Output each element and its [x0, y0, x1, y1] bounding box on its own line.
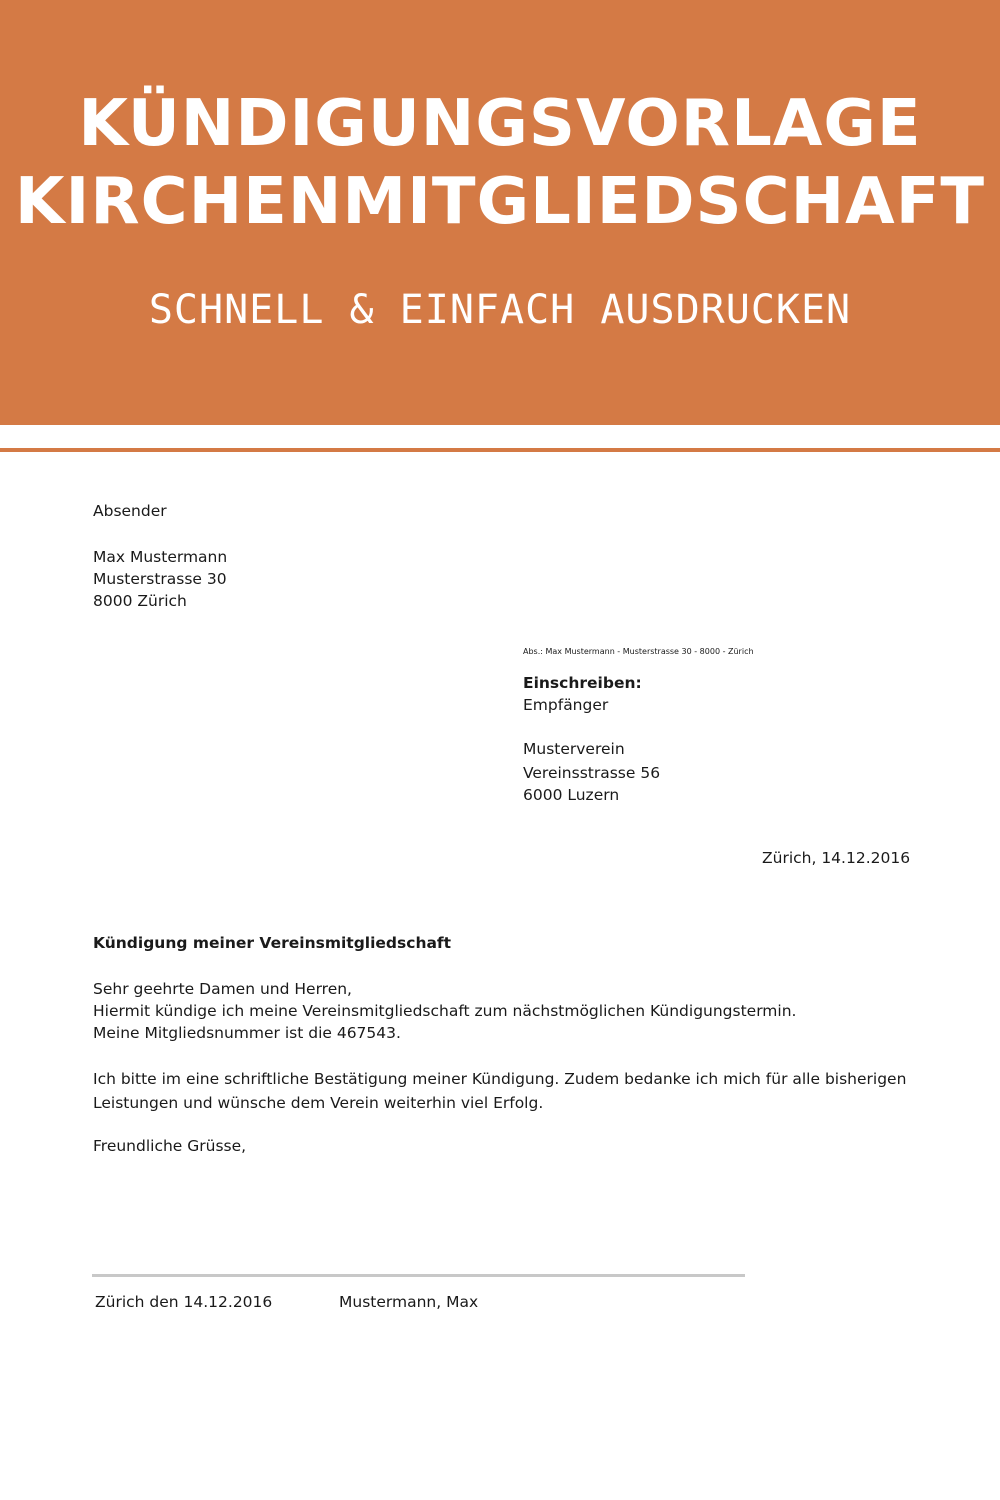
body-paragraph-2-line-2: Leistungen und wünsche dem Verein weiterhin viel Erfolg. — [93, 1094, 544, 1112]
place-date: Zürich, 14.12.2016 — [762, 849, 911, 867]
sender-heading: Absender — [93, 502, 167, 520]
banner-title-line1: KÜNDIGUNGSVORLAGE — [78, 87, 922, 161]
recipient-label: Empfänger — [523, 696, 609, 714]
recipient-name: Musterverein — [523, 740, 625, 758]
signature-name: Mustermann, Max — [339, 1293, 479, 1311]
body-line-1: Hiermit kündige ich meine Vereinsmitgliedschaft zum nächstmöglichen Kündigungstermin. — [93, 1002, 797, 1020]
sender-street: Musterstrasse 30 — [93, 570, 227, 588]
banner-title-line2: KIRCHENMITGLIEDSCHAFT — [14, 165, 986, 239]
recipient-street: Vereinsstrasse 56 — [523, 764, 661, 782]
banner-subtitle: SCHNELL & EINFACH AUSDRUCKEN — [148, 287, 852, 333]
orange-divider — [0, 448, 1000, 452]
sender-city: 8000 Zürich — [93, 592, 187, 610]
body-paragraph-2-line-1: Ich bitte im eine schriftliche Bestätigung meiner Kündigung. Zudem bedanke ich mich für alle bisherigen — [93, 1070, 907, 1088]
closing: Freundliche Grüsse, — [93, 1137, 247, 1155]
signature-line — [92, 1274, 745, 1277]
return-address: Abs.: Max Mustermann - Musterstrasse 30 - 8000 - Zürich — [523, 647, 754, 656]
recipient-delivery: Einschreiben: — [523, 674, 642, 692]
signature-place-date: Zürich den 14.12.2016 — [95, 1293, 273, 1311]
salutation: Sehr geehrte Damen und Herren, — [93, 980, 352, 998]
recipient-city: 6000 Luzern — [523, 786, 620, 804]
body-line-2: Meine Mitgliedsnummer ist die 467543. — [93, 1024, 401, 1042]
sender-name: Max Mustermann — [93, 548, 228, 566]
header-banner — [0, 0, 1000, 425]
letter-subject: Kündigung meiner Vereinsmitgliedschaft — [93, 934, 452, 952]
